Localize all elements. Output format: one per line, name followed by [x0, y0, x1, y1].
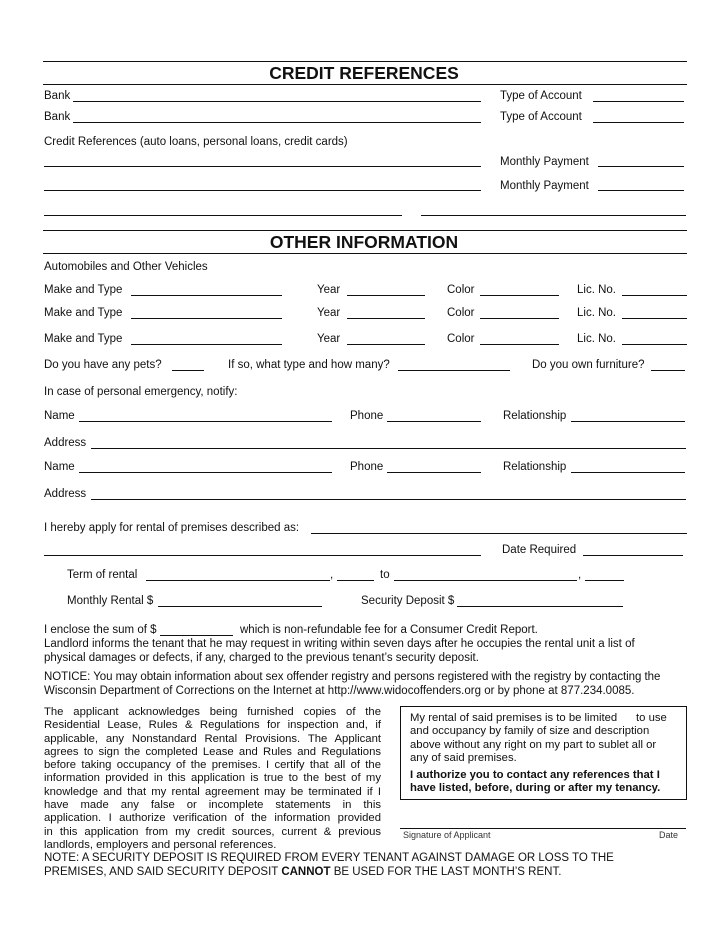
acknowledgement-line: have made any false or incomplete statements in this	[44, 799, 381, 812]
acknowledgement-line: The applicant acknowledges being furnished copies of the	[44, 706, 381, 718]
credit-extra-field-1[interactable]	[44, 215, 402, 216]
pets-type-question: If so, what type and how many?	[228, 359, 390, 371]
authorize-contact-text-2: have listed, before, during or after my tenancy.	[410, 782, 661, 794]
security-deposit-field[interactable]	[457, 606, 623, 607]
year-label: Year	[317, 284, 341, 296]
rental-limit-line: any of said premises.	[410, 751, 517, 764]
signature-label: Signature of Applicant	[403, 830, 491, 840]
vehicles-heading: Automobiles and Other Vehicles	[44, 261, 208, 273]
credit-extra-field-2[interactable]	[421, 215, 686, 216]
contact-phone-label: Phone	[350, 461, 384, 473]
acknowledgement-line: knowledge and that my rental agreement may be terminated if I	[44, 785, 381, 798]
contact-address-field[interactable]	[91, 499, 686, 500]
lic-no-field[interactable]	[622, 344, 687, 345]
pets-type-field[interactable]	[398, 370, 510, 371]
color-field[interactable]	[480, 295, 559, 296]
acknowledgement-line: before taking occupancy of the premises. I certify that all of the	[44, 759, 381, 772]
lic-no-field[interactable]	[622, 318, 687, 319]
lic-no-field[interactable]	[622, 295, 687, 296]
signature-field[interactable]	[400, 828, 686, 829]
authorize-contact-text-1: I authorize you to contact any references that I	[410, 769, 660, 781]
acknowledgement-line: landlords, employers and personal references.	[44, 838, 277, 851]
make-type-field[interactable]	[131, 318, 282, 319]
contact-name-label: Name	[44, 410, 75, 422]
furniture-question: Do you own furniture?	[532, 359, 645, 371]
landlord-text-1: Landlord informs the tenant that he may request in writing within seven days after he occupies the rental unit a list of	[44, 638, 635, 650]
color-label: Color	[447, 307, 475, 319]
color-field[interactable]	[480, 344, 559, 345]
acknowledgement-line: agrees to sign the completed Lease and Rules and Regulations	[44, 745, 381, 758]
contact-relationship-field[interactable]	[571, 421, 685, 422]
credit-references-label: Credit References (auto loans, personal loans, credit cards)	[44, 136, 348, 148]
contact-name-field[interactable]	[79, 421, 332, 422]
rental-limit-text	[410, 712, 682, 765]
contact-phone-field[interactable]	[387, 421, 481, 422]
acknowledgement-line: application. I authorize verification of the information provided	[44, 812, 381, 825]
contact-address-field[interactable]	[91, 448, 686, 449]
color-label: Color	[447, 284, 475, 296]
acknowledgement-paragraph	[44, 706, 381, 852]
term-end-year-field[interactable]	[585, 580, 624, 581]
enclose-amount-field[interactable]	[160, 635, 233, 636]
rental-limit-line: My rental of said premises is to be limited to use	[410, 712, 667, 724]
type-of-account-label-2: Type of Account	[500, 111, 582, 123]
contact-relationship-label: Relationship	[503, 410, 567, 422]
contact-phone-field[interactable]	[387, 472, 481, 473]
term-to-label: to	[380, 569, 390, 581]
lic-no-label: Lic. No.	[577, 284, 616, 296]
acknowledgement-line: applicable, any Nonstandard Rental Provisions. The Applicant	[44, 732, 381, 745]
color-label: Color	[447, 333, 475, 345]
term-of-rental-label: Term of rental	[67, 569, 138, 581]
premises-field[interactable]	[311, 533, 687, 534]
security-deposit-label: Security Deposit $	[361, 595, 455, 607]
date-required-field[interactable]	[583, 555, 683, 556]
rental-limit-line: above without any right on my part to sublet all or	[410, 738, 657, 751]
notice-text-1: NOTICE: You may obtain information about sex offender registry and persons registered with the registry by contacting the	[44, 671, 661, 683]
enclose-text: which is non-refundable fee for a Consumer Credit Report.	[240, 624, 538, 636]
year-field[interactable]	[347, 344, 425, 345]
signature-date-label: Date	[659, 830, 679, 840]
type-of-account-label-1: Type of Account	[500, 90, 582, 102]
bank-label-2: Bank	[44, 111, 71, 123]
make-type-field[interactable]	[131, 295, 282, 296]
contact-phone-label: Phone	[350, 410, 384, 422]
other-top-rule	[43, 230, 687, 231]
credit-heading-rule	[43, 84, 687, 85]
monthly-payment-label-2: Monthly Payment	[500, 180, 589, 192]
type-of-account-field-2[interactable]	[593, 122, 684, 123]
acknowledgement-line: in this application from my credit sources, current & previous	[44, 825, 381, 838]
rental-limit-line: and occupancy by family of size and description	[410, 725, 650, 738]
bank-field-1[interactable]	[73, 101, 481, 102]
term-start-year-field[interactable]	[337, 580, 374, 581]
premises-field-2[interactable]	[44, 555, 481, 556]
make-type-label: Make and Type	[44, 307, 123, 319]
monthly-payment-field-2[interactable]	[598, 190, 684, 191]
emergency-heading: In case of personal emergency, notify:	[44, 386, 238, 398]
landlord-text-2: physical damages or defects, if any, charged to the previous tenant’s security deposit.	[44, 652, 479, 664]
lic-no-label: Lic. No.	[577, 307, 616, 319]
contact-relationship-field[interactable]	[571, 472, 685, 473]
enclose-label: I enclose the sum of $	[44, 624, 157, 636]
bank-label-1: Bank	[44, 90, 71, 102]
credit-references-heading: CREDIT REFERENCES	[269, 63, 459, 83]
monthly-payment-label-1: Monthly Payment	[500, 156, 589, 168]
type-of-account-field-1[interactable]	[593, 101, 684, 102]
monthly-rental-label: Monthly Rental $	[67, 595, 154, 607]
monthly-payment-field-1[interactable]	[598, 166, 684, 167]
rental-limit-box	[400, 706, 687, 800]
top-rule	[43, 61, 687, 62]
term-comma-2: ,	[578, 569, 582, 581]
contact-address-label: Address	[44, 437, 87, 449]
final-note-2a: PREMISES, AND SAID SECURITY DEPOSIT	[44, 866, 282, 878]
contact-relationship-label: Relationship	[503, 461, 567, 473]
contact-name-field[interactable]	[79, 472, 332, 473]
make-type-label: Make and Type	[44, 284, 123, 296]
year-label: Year	[317, 307, 341, 319]
date-required-label: Date Required	[502, 544, 577, 556]
other-heading-rule	[43, 253, 687, 254]
monthly-rental-field[interactable]	[158, 606, 322, 607]
notice-text-2: Wisconsin Department of Corrections on the Internet at http://www.widocoffenders.org or by phone at 877.234.0085.	[44, 685, 635, 697]
contact-address-label: Address	[44, 488, 87, 500]
pets-question: Do you have any pets?	[44, 359, 162, 371]
credit-reference-field-2[interactable]	[44, 190, 481, 191]
final-note-cannot: CANNOT	[281, 866, 331, 878]
color-field[interactable]	[480, 318, 559, 319]
credit-reference-field-1[interactable]	[44, 166, 481, 167]
other-information-heading: OTHER INFORMATION	[269, 232, 459, 252]
year-field[interactable]	[347, 318, 425, 319]
bank-field-2[interactable]	[73, 122, 481, 123]
term-start-field[interactable]	[146, 580, 330, 581]
final-note-2c: BE USED FOR THE LAST MONTH’S RENT.	[330, 866, 562, 878]
final-note-1: NOTE: A SECURITY DEPOSIT IS REQUIRED FROM EVERY TENANT AGAINST DAMAGE OR LOSS TO THE	[44, 852, 614, 864]
acknowledgement-line: information provided in this application is true to the best of my	[44, 772, 381, 785]
pets-field[interactable]	[172, 370, 204, 371]
term-comma-1: ,	[330, 569, 334, 581]
term-end-field[interactable]	[394, 580, 577, 581]
final-note-2	[44, 866, 561, 878]
furniture-field[interactable]	[651, 370, 685, 371]
contact-name-label: Name	[44, 461, 75, 473]
acknowledgement-line: Residential Lease, Rules & Regulations for inspection and, if	[44, 719, 381, 732]
make-type-label: Make and Type	[44, 333, 123, 345]
lic-no-label: Lic. No.	[577, 333, 616, 345]
year-label: Year	[317, 333, 341, 345]
apply-premises-label: I hereby apply for rental of premises described as:	[44, 522, 300, 534]
make-type-field[interactable]	[131, 344, 282, 345]
year-field[interactable]	[347, 295, 425, 296]
